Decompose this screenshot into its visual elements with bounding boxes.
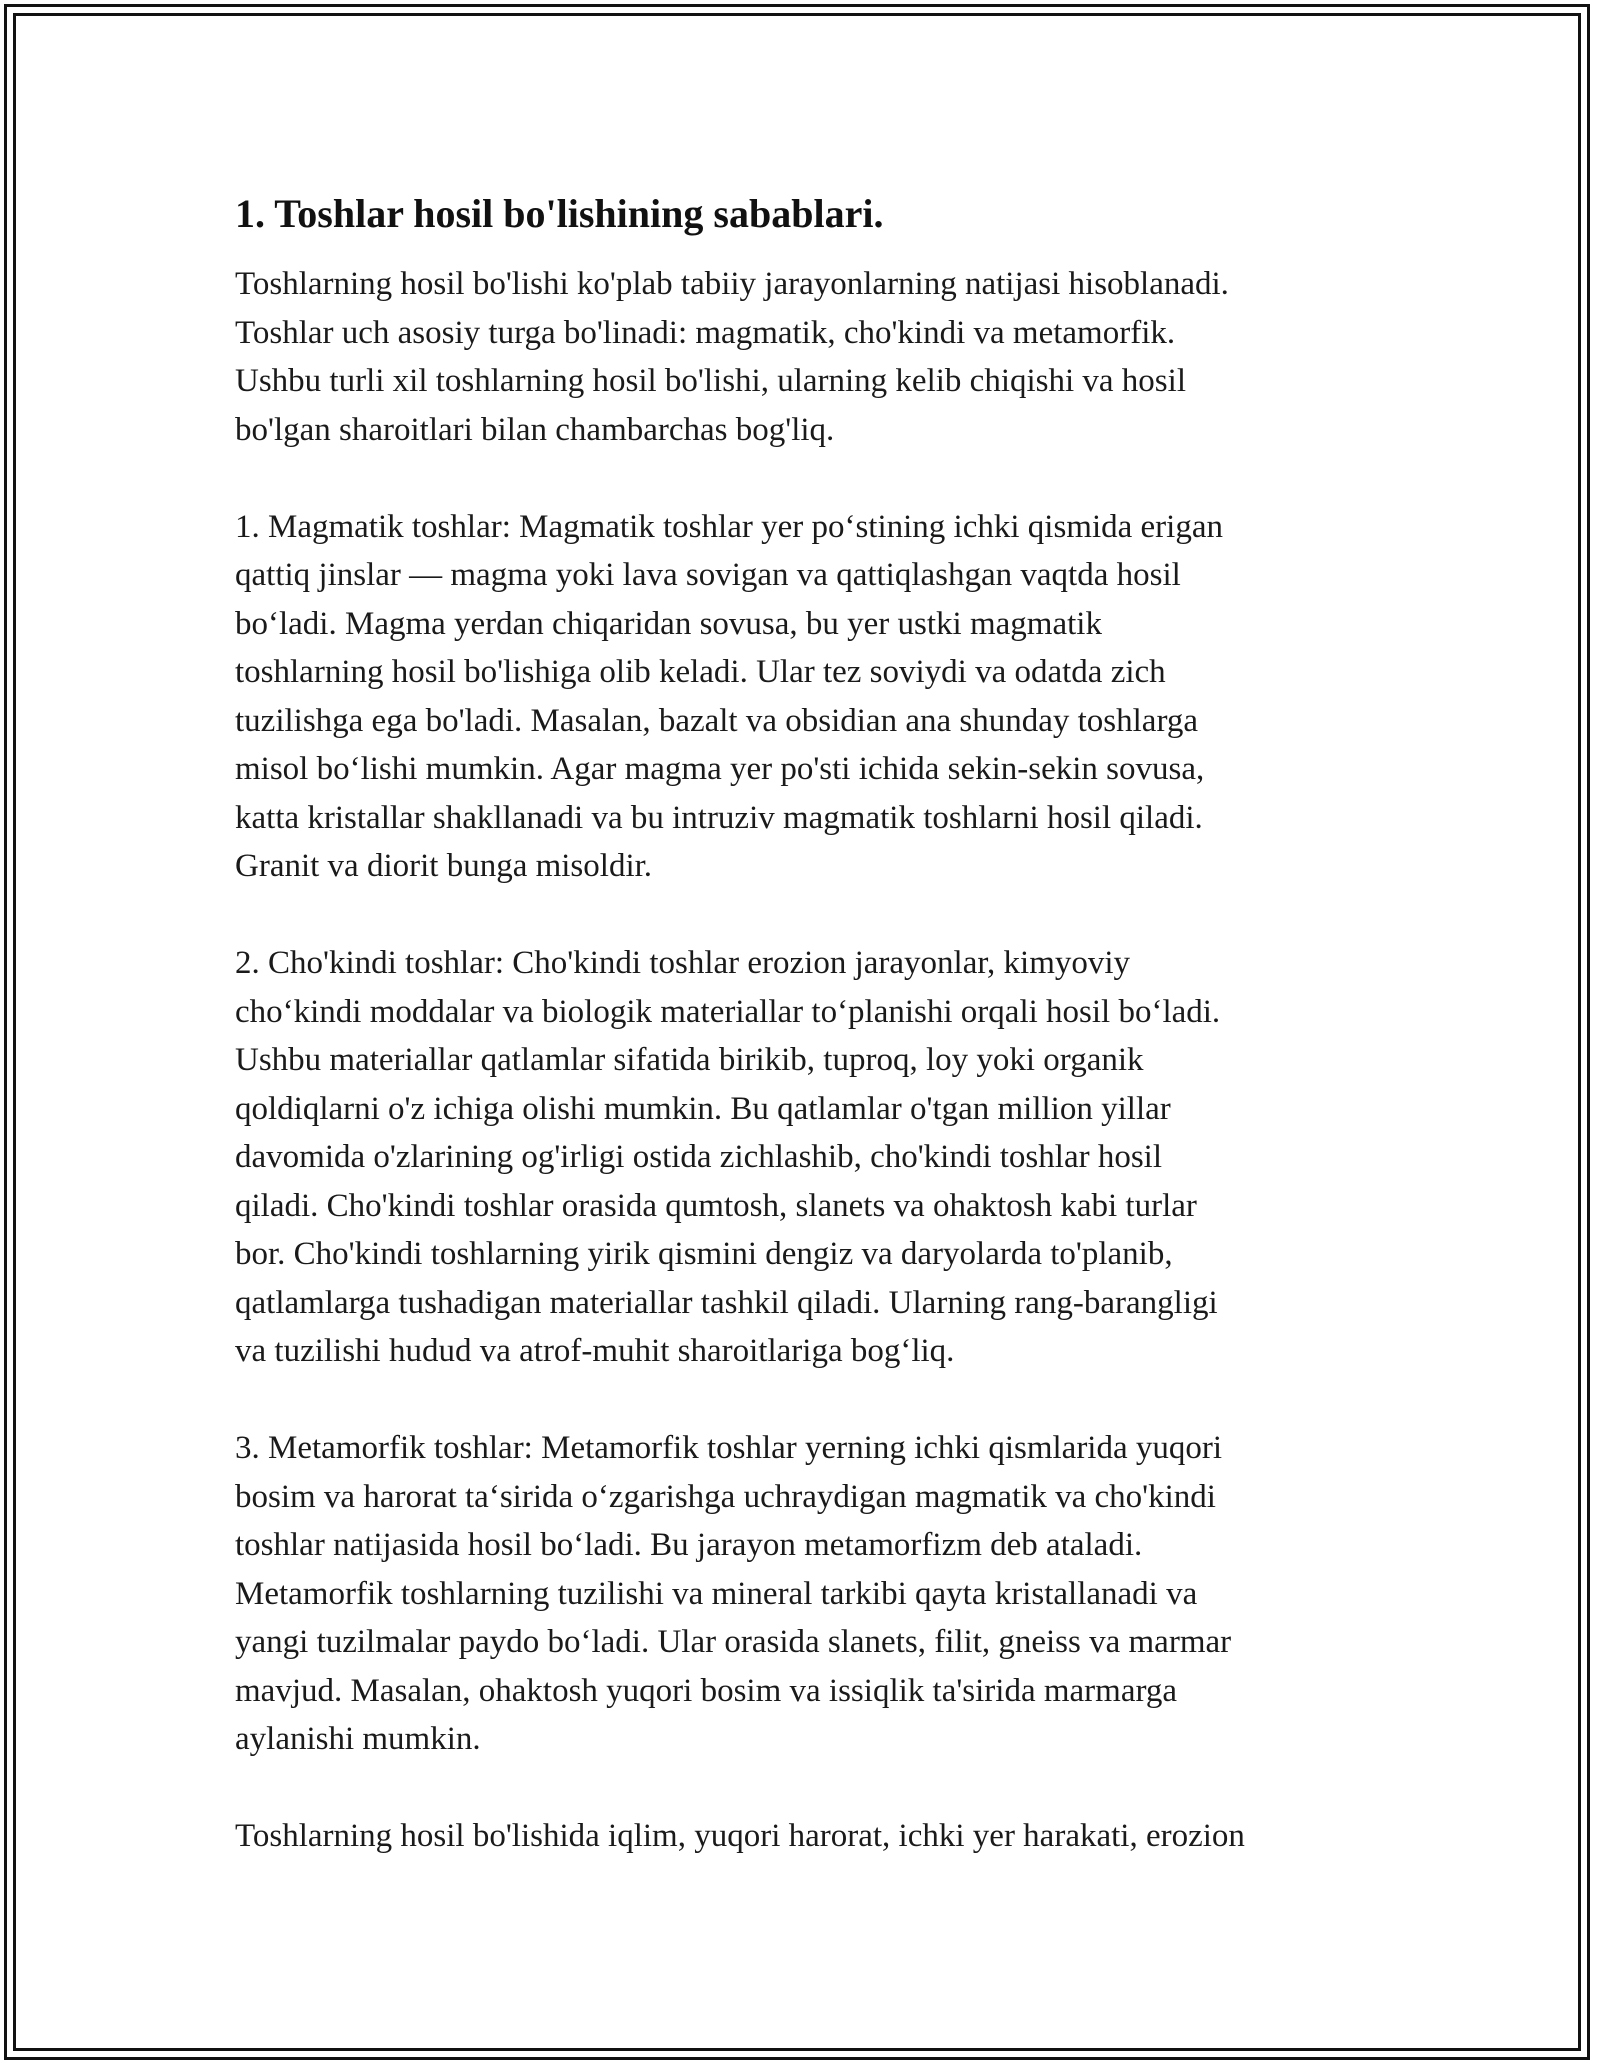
document-body xyxy=(235,188,1375,1909)
sedimentary-rocks-paragraph xyxy=(235,939,1375,1376)
text-line: toshlarning hosil bo'lishiga olib keladi. Ular tez soviydi va odatda zich xyxy=(235,654,1166,690)
intro-paragraph xyxy=(235,260,1375,454)
text-line: aylanishi mumkin. xyxy=(235,1721,481,1757)
text-line: mavjud. Masalan, ohaktosh yuqori bosim va issiqlik ta'sirida marmarga xyxy=(235,1672,1178,1709)
section-heading: 1. Toshlar hosil bo'lishining sabablari. xyxy=(235,191,884,236)
text-line: qiladi. Cho'kindi toshlar orasida qumtosh, slanets va ohaktosh kabi turlar xyxy=(235,1187,1197,1224)
magmatic-rocks-paragraph xyxy=(235,503,1375,891)
metamorphic-rocks-paragraph xyxy=(235,1424,1375,1764)
text-line: toshlar natijasida hosil bo‘ladi. Bu jarayon metamorfizm deb ataladi. xyxy=(235,1527,1143,1563)
text-line: davomida o'zlarining og'irligi ostida zichlashib, cho'kindi toshlar hosil xyxy=(235,1139,1163,1175)
text-line: qoldiqlarni o'z ichiga olishi mumkin. Bu qatlamlar o'tgan million yillar xyxy=(235,1090,1171,1127)
text-line: Toshlarning hosil bo'lishida iqlim, yuqori harorat, ichki yer harakati, erozion xyxy=(235,1818,1245,1854)
closing-paragraph xyxy=(235,1812,1375,1861)
text-line: misol bo‘lishi mumkin. Agar magma yer po'sti ichida sekin-sekin sovusa, xyxy=(235,751,1205,787)
text-line: qatlamlarga tushadigan materiallar tashkil qiladi. Ularning rang-barangligi xyxy=(235,1284,1218,1321)
text-line: bo‘ladi. Magma yerdan chiqaridan sovusa, bu yer ustki magmatik xyxy=(235,605,1102,642)
text-line: Toshlar uch asosiy turga bo'linadi: magmatik, cho'kindi va metamorfik. xyxy=(235,314,1176,351)
text-line: 2. Cho'kindi toshlar: Cho'kindi toshlar erozion jarayonlar, kimyoviy xyxy=(235,945,1131,981)
text-line: tuzilishga ega bo'ladi. Masalan, bazalt va obsidian ana shunday toshlarga xyxy=(235,702,1198,739)
text-line: va tuzilishi hudud va atrof-muhit sharoitlariga bog‘liq. xyxy=(235,1333,955,1369)
text-line: Granit va diorit bunga misoldir. xyxy=(235,848,653,884)
text-line: 1. Magmatik toshlar: Magmatik toshlar yer po‘stining ichki qismida erigan xyxy=(235,508,1223,545)
text-line: Metamorfik toshlarning tuzilishi va mineral tarkibi qayta kristallanadi va xyxy=(235,1575,1198,1612)
text-line: katta kristallar shakllanadi va bu intruziv magmatik toshlarni hosil qiladi. xyxy=(235,799,1203,836)
text-line: cho‘kindi moddalar va biologik materiallar to‘planishi orqali hosil bo‘ladi. xyxy=(235,993,1221,1030)
text-line: Ushbu turli xil toshlarning hosil bo'lishi, ularning kelib chiqishi va hosil xyxy=(235,363,1186,399)
text-line: Ushbu materiallar qatlamlar sifatida birikib, tuproq, loy yoki organik xyxy=(235,1042,1144,1078)
text-line: bosim va harorat ta‘sirida o‘zgarishga uchraydigan magmatik va cho'kindi xyxy=(235,1478,1216,1515)
text-line: bor. Cho'kindi toshlarning yirik qismini dengiz va daryolarda to'planib, xyxy=(235,1236,1173,1272)
text-line: qattiq jinslar — magma yoki lava sovigan va qattiqlashgan vaqtda hosil xyxy=(235,557,1181,593)
text-line: 3. Metamorfik toshlar: Metamorfik toshlar yerning ichki qismlarida yuqori xyxy=(235,1430,1223,1466)
text-line: Toshlarning hosil bo'lishi ko'plab tabiiy jarayonlarning natijasi hisoblanadi. xyxy=(235,266,1229,302)
text-line: yangi tuzilmalar paydo bo‘ladi. Ular orasida slanets, filit, gneiss va marmar xyxy=(235,1624,1232,1660)
text-line: bo'lgan sharoitlari bilan chambarchas bog'liq. xyxy=(235,411,835,448)
